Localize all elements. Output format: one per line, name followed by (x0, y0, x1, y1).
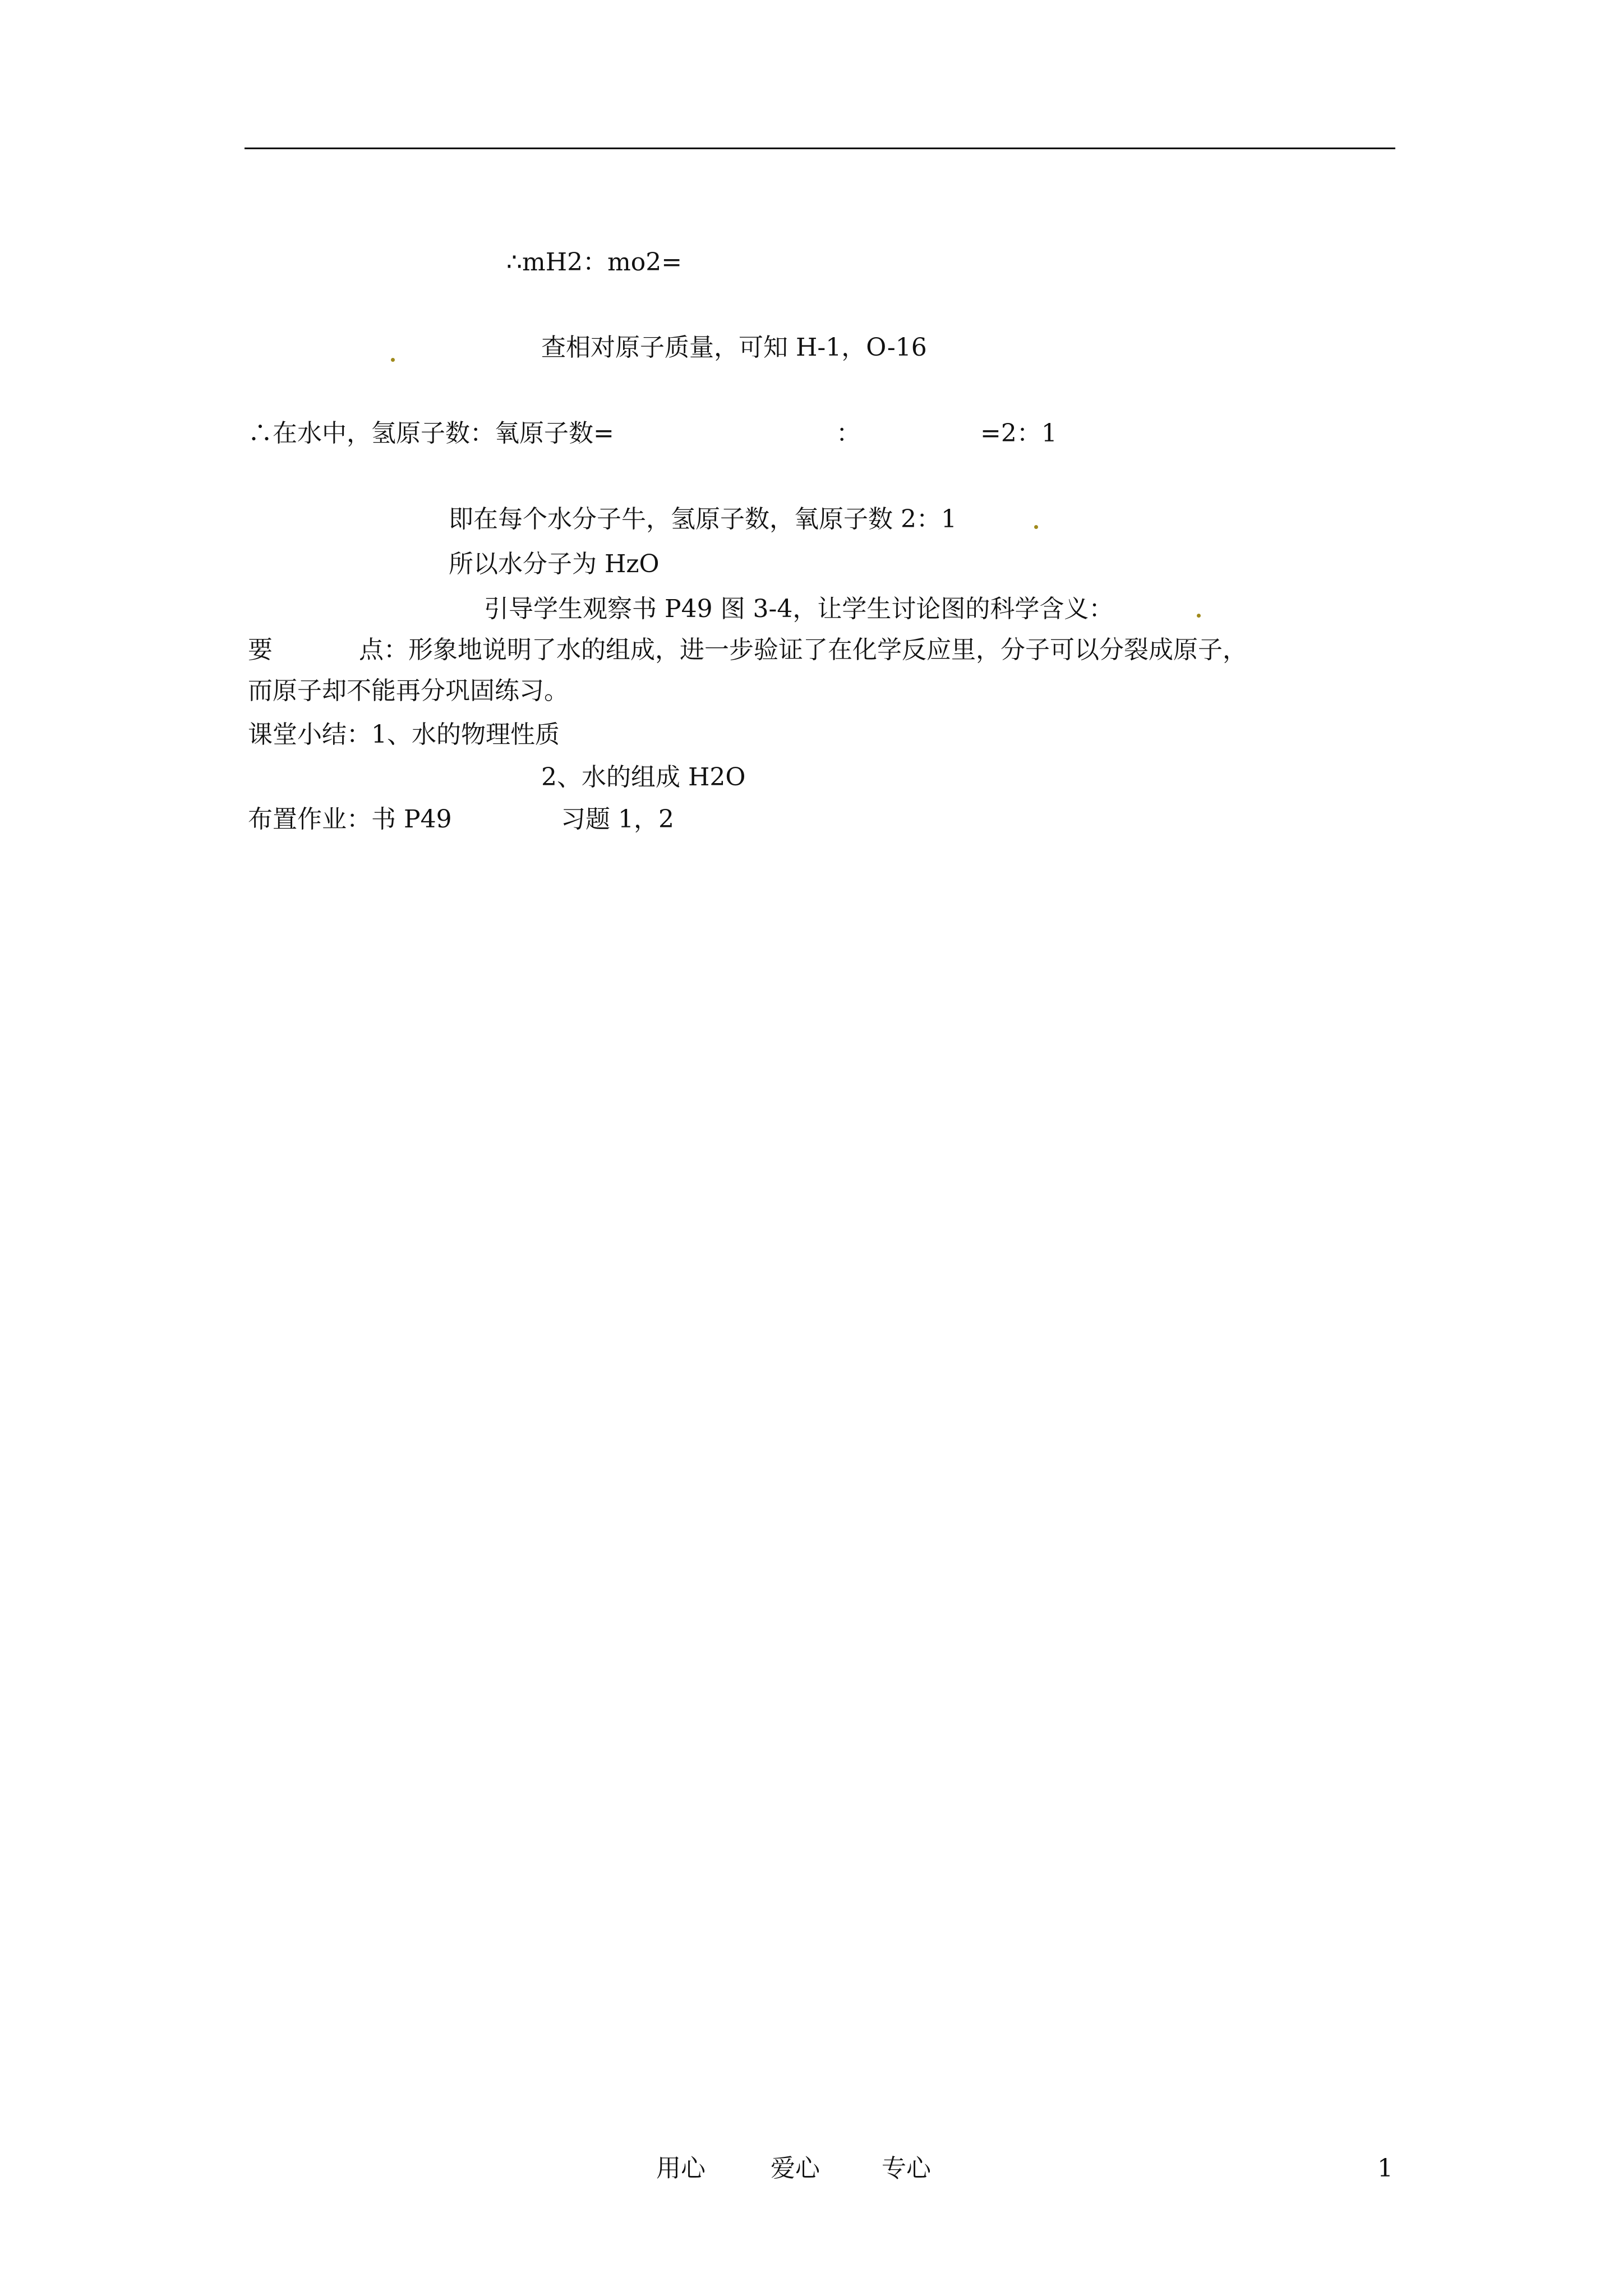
page-number: 1 (1377, 2154, 1393, 2183)
atom-ratio-result: =2：1 (980, 419, 1057, 448)
key-point-continuation: 而原子却不能再分巩固练习。 (248, 677, 569, 705)
homework-label: 布置作业：书 P49 (248, 805, 452, 834)
lesson-summary-line2: 2、水的组成 H2O (541, 763, 746, 792)
footer-motto-1: 用心 (656, 2154, 706, 2183)
molecule-ratio-line: 即在每个水分子牛，氢原子数，氧原子数 2：1 (449, 505, 957, 533)
footer-motto-2: 爱心 (771, 2154, 820, 2183)
key-point-text: 点：形象地说明了水的组成，进一步验证了在化学反应里，分子可以分裂成原子， (359, 636, 1247, 664)
decorative-dot (391, 358, 395, 362)
decorative-dot (1197, 614, 1201, 618)
guide-observation-line: 引导学生观察书 P49 图 3-4，让学生讨论图的科学含义： (484, 595, 1114, 623)
header-rule (245, 148, 1395, 149)
relative-atomic-mass-line: 查相对原子质量，可知 H-1，O-16 (541, 333, 927, 362)
decorative-dot (1034, 525, 1038, 529)
formula-mass-ratio: ∴mH2：mo2= (506, 248, 683, 277)
atom-ratio-label: ∴在水中，氢原子数：氧原子数= (248, 419, 614, 448)
footer-motto-3: 专心 (882, 2154, 931, 2183)
molecule-formula-line: 所以水分子为 HzO (449, 550, 660, 578)
lesson-summary-line1: 课堂小结：1、水的物理性质 (248, 720, 560, 749)
atom-ratio-colon: ： (836, 419, 861, 448)
key-point-label: 要 (248, 636, 273, 664)
homework-exercises: 习题 1，2 (561, 805, 674, 834)
